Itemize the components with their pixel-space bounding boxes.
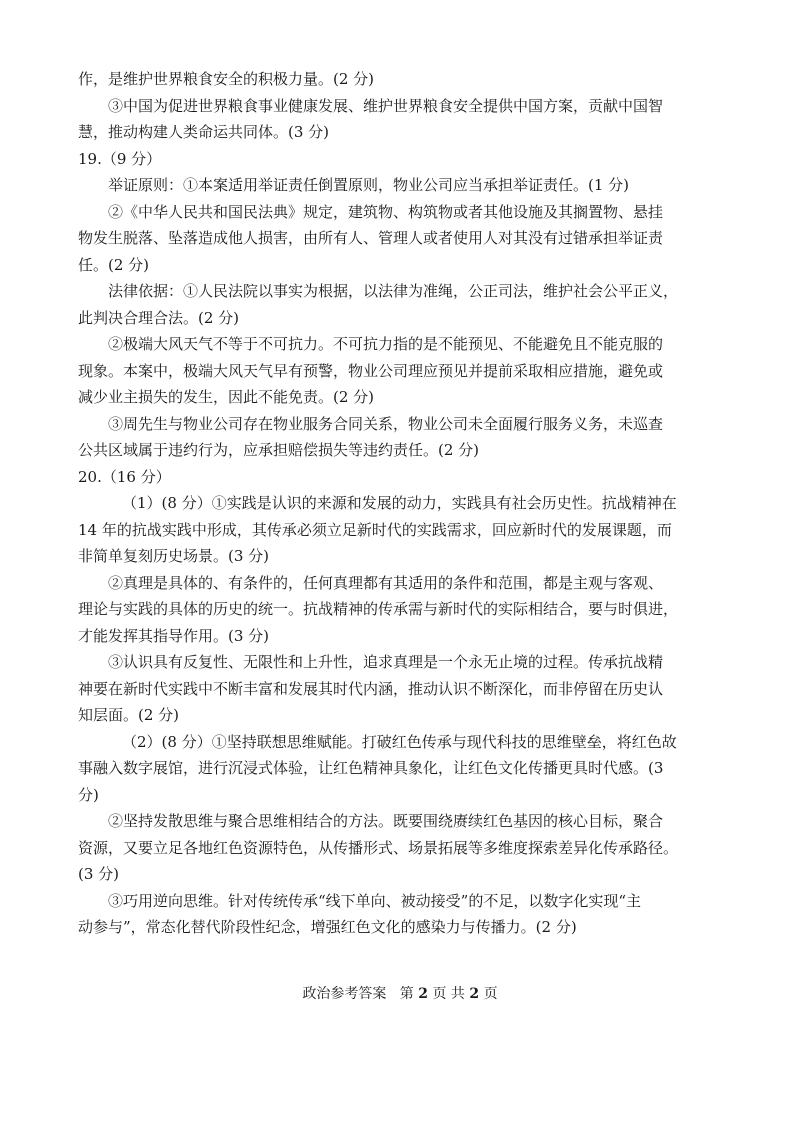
question-20-heading: 20.（16 分） <box>78 467 171 486</box>
text-line: ②极端大风天气不等于不可抗力。不可抗力指的是不能预见、不能避免且不能克服的 <box>108 335 664 353</box>
text-line: ③认识具有反复性、无限性和上升性，追求真理是一个永无止境的过程。传承抗战精 <box>108 653 664 671</box>
text-line: 知层面。(2 分) <box>78 706 180 724</box>
text-line: 现象。本案中，极端大风天气早有预警，物业公司理应预见并提前采取相应措施，避免或 <box>78 361 664 380</box>
question-19-heading: 19.（9 分） <box>78 149 162 168</box>
text-line: ②坚持发散思维与聚合思维相结合的方法。既要围绕赓续红色基因的核心目标，聚合 <box>108 812 664 830</box>
footer-page-number: 2 <box>418 986 428 1002</box>
text-line: 神要在新时代实践中不断丰富和发展其时代内涵，推动认识不断深化，而非停留在历史认 <box>78 679 664 698</box>
text-line: (3 分) <box>78 865 120 883</box>
text-line: 14 年的抗战实践中形成，其传承必须立足新时代的实践需求，回应新时代的发展课题，而 <box>78 520 672 539</box>
text-line: 任。(2 分) <box>78 255 150 274</box>
text-line: 举证原则：①本案适用举证责任倒置原则，物业公司应当承担举证责任。(1 分) <box>108 176 630 194</box>
footer-title: 政治参考答案 <box>302 986 387 1002</box>
text-line: 分) <box>78 785 99 804</box>
text-line: 慧，推动构建人类命运共同体。(3 分) <box>78 123 330 141</box>
text-line: 非简单复刻历史场景。(3 分) <box>78 547 270 565</box>
footer-total-number: 2 <box>469 986 480 1002</box>
footer-page-unit: 页 <box>432 986 447 1002</box>
text-line: （1）(8 分）①实践是认识的来源和发展的动力，实践具有社会历史性。抗战精神在 <box>122 494 677 512</box>
text-line: 此判决合理合法。(2 分) <box>78 308 240 327</box>
text-line: 物发生脱落、坠落造成他人损害，由所有人、管理人或者使用人对其没有过错承担举证责 <box>78 229 664 247</box>
page-footer <box>0 984 800 1004</box>
footer-page-label: 第 <box>399 986 414 1002</box>
text-line: 法律依据：①人民法院以事实为根据，以法律为准绳，公正司法，维护社会公平正义， <box>108 282 679 300</box>
text-line: ③周先生与物业公司存在物业服务合同关系，物业公司未全面履行服务义务，未巡查 <box>108 414 664 433</box>
text-line: 动参与”，常态化替代阶段性纪念，增强红色文化的感染力与传播力。(2 分) <box>78 918 577 936</box>
text-line: ③中国为促进世界粮食事业健康发展、维护世界粮食安全提供中国方案，贡献中国智 <box>108 96 664 115</box>
text-line: 理论与实践的具体的历史的统一。抗战精神的传承需与新时代的实际相结合，要与时俱进， <box>78 600 679 618</box>
text-line: 公共区域属于违约行为，应承担赔偿损失等违约责任。(2 分) <box>78 441 480 459</box>
text-line: 作，是维护世界粮食安全的积极力量。(2 分) <box>78 70 375 88</box>
text-line: ②《中华人民共和国民法典》规定，建筑物、构筑物或者其他设施及其搁置物、悬挂 <box>108 202 664 221</box>
text-line: 才能发挥其指导作用。(3 分) <box>78 626 270 645</box>
text-line: 资源，又要立足各地红色资源特色，从传播形式、场景拓展等多维度探索差异化传承路径。 <box>78 838 679 857</box>
text-line: 事融入数字展馆，进行沉浸式体验，让红色精神具象化，让红色文化传播更具时代感。(3 <box>78 759 664 777</box>
text-line: （2）(8 分）①坚持联想思维赋能。打破红色传承与现代科技的思维壁垒，将红色故 <box>122 732 677 751</box>
text-line: 减少业主损失的发生，因此不能免责。(2 分) <box>78 388 375 406</box>
footer-total-unit: 页 <box>483 986 498 1002</box>
text-line: ②真理是具体的、有条件的，任何真理都有其适用的条件和范围，都是主观与客观、 <box>108 573 664 592</box>
footer-total-label: 共 <box>450 986 465 1002</box>
answer-content <box>78 66 724 941</box>
text-line: ③巧用逆向思维。针对传统传承“线下单向、被动接受”的不足，以数字化实现“主 <box>108 891 642 910</box>
